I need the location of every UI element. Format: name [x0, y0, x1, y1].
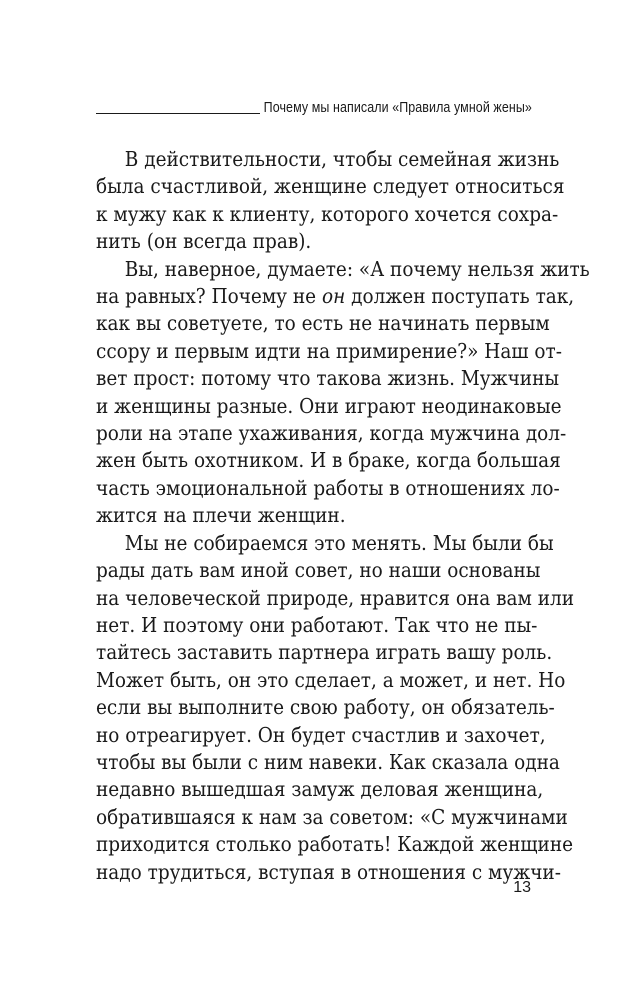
text-line: Вы, наверное, думаете: «А почему нельзя жить: [124, 256, 590, 281]
text-line: ссору и первым идти на примирение?» Наш от-: [96, 338, 562, 363]
page-body: [96, 146, 590, 886]
text-line: вет прост: потому что такова жизнь. Мужчины: [96, 366, 560, 391]
text-line: нить (он всегда прав).: [96, 229, 312, 254]
text-line: и женщины разные. Они играют неодинаковые: [96, 393, 562, 418]
header-rule: [96, 113, 260, 114]
text-line: недавно вышедшая замуж деловая женщина,: [96, 777, 544, 802]
text-line: на равных? Почему не он должен поступать так,: [96, 284, 575, 309]
text-line: жится на плечи женщин.: [96, 503, 346, 528]
text-line: нет. И поэтому они работают. Так что не пы-: [96, 612, 538, 637]
text-line: В действительности, чтобы семейная жизнь: [124, 147, 560, 171]
text-line: обратившаяся к нам за советом: «С мужчинами: [96, 804, 568, 829]
emphasis: он: [321, 284, 346, 309]
page-number: 13: [513, 879, 531, 896]
text-line: рады дать вам иной совет, но наши основаны: [96, 558, 541, 583]
text-line: к мужу как к клиенту, которого хочется сохра-: [96, 201, 559, 226]
text-line: часть эмоциональной работы в отношениях ло-: [96, 475, 560, 500]
paragraph: [96, 256, 590, 530]
text-line: тайтесь заставить партнера играть вашу роль.: [96, 640, 553, 665]
text-line: если вы выполните свою работу, он обязатель-: [96, 695, 555, 720]
text-line: жен быть охотником. И в браке, когда большая: [96, 448, 561, 473]
text-line: была счастливой, женщине следует относиться: [96, 174, 565, 199]
running-head-title: Почему мы написали «Правила умной жены»: [263, 100, 532, 116]
text-line: Мы не собираемся это менять. Мы были бы: [124, 530, 554, 555]
text-line: приходится столько работать! Каждой женщине: [96, 832, 574, 857]
text-line: роли на этапе ухаживания, когда мужчина дол-: [96, 421, 567, 446]
text-line: чтобы вы были с ним навеки. Как сказала одна: [96, 749, 560, 774]
paragraph: [96, 530, 575, 886]
text-line: но отреагирует. Он будет счастлив и захочет,: [96, 722, 546, 747]
paragraph: [96, 146, 565, 256]
text-line: надо трудиться, вступая в отношения с мужчи-: [96, 859, 561, 884]
running-header: [96, 90, 532, 120]
text-line: Может быть, он это сделает, а может, и нет. Но: [96, 667, 566, 692]
text-line: на человеческой природе, нравится она вам или: [96, 585, 575, 610]
text-line: как вы советуете, то есть не начинать первым: [96, 311, 550, 336]
